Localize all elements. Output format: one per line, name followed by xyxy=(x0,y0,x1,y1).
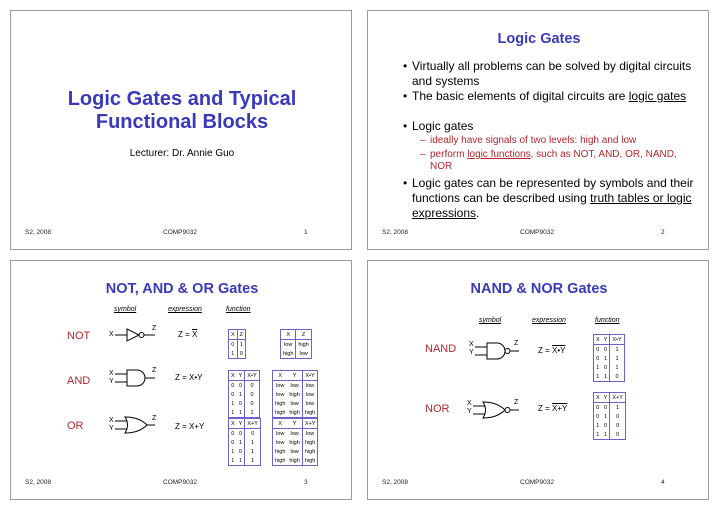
lecturer-text: Lecturer: Dr. Annie Guo xyxy=(129,148,235,159)
not-gate-icon xyxy=(115,328,159,342)
footer-page-number: 2 xyxy=(661,229,665,236)
truth-table-cell: 0 xyxy=(237,429,245,439)
and-truth-table-binary xyxy=(228,370,260,418)
footer-date: S2, 2008 xyxy=(25,229,52,236)
truth-table-cell: X xyxy=(229,330,238,340)
or-truth-table-binary xyxy=(228,418,261,466)
truth-table-cell: 1 xyxy=(602,354,610,363)
header-expression: expression xyxy=(168,306,202,313)
truth-table-cell: X•Y xyxy=(245,371,259,381)
bullet-icon: • xyxy=(403,89,408,103)
truth-table-row xyxy=(229,381,260,391)
truth-table-cell: Z xyxy=(296,330,311,340)
footer-date: S2, 2008 xyxy=(382,229,409,236)
truth-table-row xyxy=(229,390,260,399)
truth-table-cell: 0 xyxy=(602,403,610,413)
slide-2-title: Logic Gates xyxy=(497,31,581,47)
truth-table-cell: high xyxy=(275,400,286,407)
not-truth-table-levels xyxy=(280,329,312,359)
truth-table-cell: high xyxy=(275,409,286,416)
truth-table-row xyxy=(229,340,246,350)
truth-table-cell: 0 xyxy=(237,381,245,391)
truth-table-cell: 1 xyxy=(237,438,245,447)
truth-table-row xyxy=(594,354,625,363)
slide-2[interactable] xyxy=(367,10,709,250)
truth-table-row xyxy=(281,340,312,350)
truth-table-cell: 1 xyxy=(237,408,245,418)
not-truth-table-binary xyxy=(228,329,246,359)
truth-table-cell: 1 xyxy=(596,364,600,371)
or-gate-label: OR xyxy=(67,420,84,432)
logic-gates-link: logic gates xyxy=(628,89,687,103)
footer-course: COMP9032 xyxy=(520,479,554,486)
truth-table-cell: 0 xyxy=(250,400,254,407)
truth-table-row xyxy=(273,456,318,466)
truth-table-cell: 0 xyxy=(596,346,600,353)
and-expression: Z = X•Y xyxy=(175,373,203,382)
truth-table-cell: 1 xyxy=(615,355,619,362)
truth-table-cell: 0 xyxy=(602,421,610,430)
truth-table-cell: low xyxy=(281,340,296,350)
truth-table-row xyxy=(229,429,261,439)
slide-1-title-line2: Functional Blocks xyxy=(95,111,269,133)
sub-bullet-2-text: perform xyxy=(430,149,468,160)
truth-table-cell: 0 xyxy=(602,345,610,355)
nor-input-y: Y xyxy=(467,408,472,415)
truth-table-cell: 1 xyxy=(616,404,620,411)
truth-table-cell: 0 xyxy=(250,382,254,389)
header-function: function xyxy=(595,317,620,324)
truth-table-cell: low xyxy=(276,430,285,437)
truth-table-cell: Y xyxy=(237,419,245,429)
or-truth-table-levels xyxy=(272,418,318,466)
truth-table-cell: 1 xyxy=(231,400,235,407)
truth-table-row xyxy=(281,349,312,359)
nand-gate-icon xyxy=(475,341,523,361)
nor-expression-lhs: Z = xyxy=(538,404,553,413)
truth-table-cell: 1 xyxy=(596,431,600,438)
truth-table-cell: Z xyxy=(237,330,245,340)
nor-gate-icon xyxy=(473,400,521,420)
truth-table-cell: 0 xyxy=(596,355,600,362)
nand-truth-table xyxy=(593,334,625,382)
sub-bullet-1 xyxy=(420,135,700,147)
bullet-2 xyxy=(403,89,702,104)
slide-1[interactable] xyxy=(10,10,352,250)
footer-date: S2, 2008 xyxy=(382,479,409,486)
truth-table-cell: low xyxy=(305,391,315,398)
truth-table-cell: X xyxy=(594,393,602,403)
dash-icon: – xyxy=(420,149,426,160)
nor-gate-label: NOR xyxy=(425,403,450,415)
bullet-4 xyxy=(403,176,702,221)
truth-table-cell: 1 xyxy=(251,457,255,464)
truth-table-cell: high xyxy=(287,438,302,447)
sub-bullet-1-text: ideally have signals of two levels: high and low xyxy=(430,135,637,146)
truth-table-cell: Y xyxy=(602,393,610,403)
and-gate-label: AND xyxy=(67,375,91,387)
truth-table-cell: 0 xyxy=(616,422,620,429)
truth-table-cell: high xyxy=(275,457,286,464)
truth-table-row xyxy=(594,403,626,413)
truth-table-cell: low xyxy=(287,447,302,456)
header-symbol: symbol xyxy=(114,306,137,313)
truth-table-cell: 0 xyxy=(602,363,610,372)
truth-table-cell: 1 xyxy=(229,349,238,359)
truth-table-cell: low xyxy=(276,391,285,398)
not-output-z: Z xyxy=(152,325,157,332)
truth-table-header xyxy=(594,393,626,403)
truth-table-cell: low xyxy=(287,399,302,408)
truth-table-cell: 1 xyxy=(231,448,235,455)
truth-table-cell: low xyxy=(287,381,302,391)
truth-table-cell: 1 xyxy=(231,457,235,464)
header-function: function xyxy=(226,306,251,313)
bullet-3-text: Logic gates xyxy=(412,119,474,133)
truth-table-header xyxy=(273,419,318,429)
not-expression-lhs: Z = xyxy=(178,330,193,339)
truth-table-cell: 1 xyxy=(237,456,245,466)
slide-1-title-line1: Logic Gates and Typical xyxy=(67,88,297,110)
nand-expression-rhs: X•Y xyxy=(552,346,566,355)
bullet-1 xyxy=(403,59,702,89)
or-input-x: X xyxy=(109,417,114,424)
truth-table-cell: 1 xyxy=(251,448,255,455)
truth-table-cell: 0 xyxy=(231,391,235,398)
truth-table-row xyxy=(594,363,625,372)
truth-table-cell: high xyxy=(287,408,302,418)
truth-table-cell: X+Y xyxy=(245,419,261,429)
truth-table-row xyxy=(273,390,318,399)
truth-table-cell: 0 xyxy=(231,382,235,389)
nand-gate-label: NAND xyxy=(425,343,457,355)
truth-table-cell: high xyxy=(304,457,316,464)
footer-date: S2, 2008 xyxy=(25,479,52,486)
and-gate-icon xyxy=(115,368,159,388)
and-output-z: Z xyxy=(152,367,157,374)
footer-page-number: 1 xyxy=(304,229,308,236)
truth-table-cell: Y xyxy=(237,371,245,381)
truth-table-row xyxy=(594,421,626,430)
truth-table-header xyxy=(229,330,246,340)
truth-table-row xyxy=(273,447,318,456)
slide-4-title: NAND & NOR Gates xyxy=(470,281,608,297)
bullet-icon: • xyxy=(403,176,408,190)
truth-table-cell: X+Y xyxy=(302,419,318,429)
truth-table-row xyxy=(229,438,261,447)
truth-table-cell: 0 xyxy=(237,399,245,408)
truth-table-cell: X xyxy=(281,330,296,340)
truth-table-cell: low xyxy=(276,382,285,389)
or-gate-icon xyxy=(115,415,159,435)
truth-table-cell: X xyxy=(229,371,237,381)
truth-table-cell: X xyxy=(273,419,288,429)
truth-table-cell: 1 xyxy=(602,372,610,382)
truth-table-cell: 1 xyxy=(602,430,610,440)
truth-table-cell: X•Y xyxy=(610,335,624,345)
truth-table-row xyxy=(229,399,260,408)
bullet-3 xyxy=(403,119,702,134)
truth-table-cell: X+Y xyxy=(610,393,626,403)
truth-table-header xyxy=(281,330,312,340)
truth-table-cell: Y xyxy=(287,371,302,381)
footer-course: COMP9032 xyxy=(163,229,197,236)
bullet-1-text: Virtually all problems can be solved by digital circuits and systems xyxy=(412,59,692,88)
truth-table-row xyxy=(229,408,260,418)
truth-table-header xyxy=(229,371,260,381)
bullet-icon: • xyxy=(403,119,408,133)
truth-table-cell: Y xyxy=(287,419,302,429)
dash-icon: – xyxy=(420,135,426,146)
bullet-4-text: Logic gates can be represented by symbols and their functions can be described using xyxy=(412,176,694,205)
truth-table-cell: X xyxy=(229,419,237,429)
truth-table-cell: high xyxy=(287,390,302,399)
logic-functions-link: logic functions xyxy=(467,149,531,160)
truth-table-cell: 0 xyxy=(615,373,619,380)
truth-table-cell: 1 xyxy=(251,439,255,446)
footer-course: COMP9032 xyxy=(520,229,554,236)
truth-table-row xyxy=(594,345,625,355)
and-input-x: X xyxy=(109,370,114,377)
truth-table-cell: X xyxy=(594,335,602,345)
truth-table-cell: 1 xyxy=(237,390,245,399)
truth-table-cell: X xyxy=(273,371,288,381)
truth-table-row xyxy=(273,429,318,439)
nand-input-x: X xyxy=(469,341,474,348)
truth-table-row xyxy=(273,438,318,447)
sub-bullet-2-tail: , such as NOT, AND, OR, NAND, NOR xyxy=(430,149,677,172)
truth-table-cell: 0 xyxy=(229,340,238,350)
truth-table-cell: 1 xyxy=(239,341,243,348)
not-expression xyxy=(178,330,197,339)
truth-table-cell: X•Y xyxy=(302,371,317,381)
truth-table-header xyxy=(229,419,261,429)
truth-table-row xyxy=(229,456,261,466)
truth-table-cell: 0 xyxy=(251,430,255,437)
truth-table-cell: low xyxy=(305,400,315,407)
truth-table-cell: high xyxy=(298,341,309,348)
truth-table-cell: 1 xyxy=(596,373,600,380)
bullet-icon: • xyxy=(403,59,408,73)
nand-output-z: Z xyxy=(514,340,519,347)
truth-table-cell: high xyxy=(304,439,316,446)
truth-table-cell: low xyxy=(287,429,302,439)
or-expression: Z = X+Y xyxy=(175,422,205,431)
or-input-y: Y xyxy=(109,425,114,432)
truth-table-cell: 0 xyxy=(250,391,254,398)
truth-table-cell: low xyxy=(305,382,315,389)
truth-table-cell: 0 xyxy=(596,413,600,420)
truth-table-row xyxy=(594,430,626,440)
truth-table-cell: low xyxy=(305,430,315,437)
truth-table-cell: 1 xyxy=(602,412,610,421)
truth-table-row xyxy=(594,412,626,421)
bullet-2-text: The basic elements of digital circuits are xyxy=(412,89,629,103)
truth-table-cell: low xyxy=(299,350,308,357)
truth-table-cell: high xyxy=(304,448,316,455)
truth-table-cell: 1 xyxy=(231,409,235,416)
truth-table-cell: low xyxy=(276,439,285,446)
truth-table-cell: 0 xyxy=(237,447,245,456)
sub-bullet-2 xyxy=(420,149,700,173)
truth-table-cell: high xyxy=(287,456,302,466)
slide-4[interactable] xyxy=(367,260,709,500)
nor-output-z: Z xyxy=(514,399,519,406)
not-expression-rhs: $\overline{X}$ xyxy=(192,330,198,339)
footer-page-number: 3 xyxy=(304,479,308,486)
truth-table-row xyxy=(273,399,318,408)
truth-table-cell: 0 xyxy=(616,431,620,438)
truth-table-cell: 1 xyxy=(250,409,254,416)
not-input-x: X xyxy=(109,331,114,338)
truth-table-row xyxy=(594,372,625,382)
truth-table-header xyxy=(273,371,318,381)
header-expression: expression xyxy=(532,317,566,324)
truth-table-cell: high xyxy=(281,349,296,359)
slide-3[interactable] xyxy=(10,260,352,500)
truth-table-cell: 0 xyxy=(231,439,235,446)
bullet-4-period: . xyxy=(476,206,480,220)
footer-page-number: 4 xyxy=(661,479,665,486)
footer-course: COMP9032 xyxy=(163,479,197,486)
and-truth-table-levels xyxy=(272,370,318,418)
truth-table-row xyxy=(273,408,318,418)
nand-expression xyxy=(538,346,566,355)
truth-table-cell: 1 xyxy=(615,346,619,353)
nand-input-y: Y xyxy=(469,349,474,356)
truth-table-cell: high xyxy=(304,409,316,416)
and-input-y: Y xyxy=(109,378,114,385)
nor-expression-rhs: X+Y xyxy=(552,404,568,413)
truth-table-cell: high xyxy=(275,448,286,455)
truth-table-cell: 0 xyxy=(616,413,620,420)
or-output-z: Z xyxy=(152,415,157,422)
truth-table-cell: 0 xyxy=(231,430,235,437)
truth-table-cell: 1 xyxy=(596,422,600,429)
truth-table-header xyxy=(594,335,625,345)
truth-table-cell: 1 xyxy=(615,364,619,371)
truth-tables-link: truth tables or logic expressions xyxy=(412,191,692,220)
slide-3-title: NOT, AND & OR Gates xyxy=(105,281,259,297)
header-symbol: symbol xyxy=(479,317,502,324)
not-gate-label: NOT xyxy=(67,330,91,342)
truth-table-cell: 0 xyxy=(596,404,600,411)
truth-table-cell: 0 xyxy=(239,350,243,357)
truth-table-row xyxy=(229,447,261,456)
nor-input-x: X xyxy=(467,400,472,407)
truth-table-row xyxy=(273,381,318,391)
truth-table-cell: Y xyxy=(602,335,610,345)
truth-table-row xyxy=(229,349,246,359)
nor-expression xyxy=(538,404,567,413)
nand-expression-lhs: Z = xyxy=(538,346,553,355)
nor-truth-table xyxy=(593,392,626,440)
